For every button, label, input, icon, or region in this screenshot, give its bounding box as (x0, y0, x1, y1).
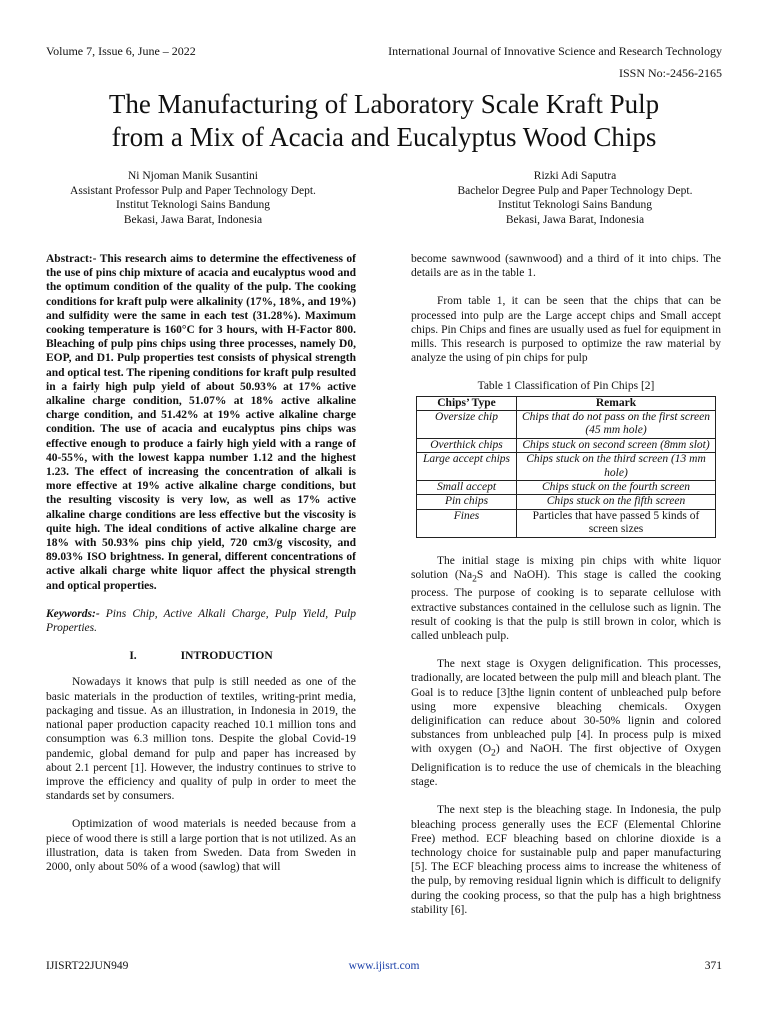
intro-paragraph-2: Optimization of wood materials is needed because from a piece of wood there is still a large portion that is not utilized. As an illustration, data is taken from Sweden. Data from Sweden in 2000, only about 50% of a wood (sawlog) that will (46, 818, 356, 873)
table-row (417, 495, 716, 509)
page-number: 371 (704, 960, 722, 972)
table-row (417, 438, 716, 452)
continuation-paragraph: become sawnwood (sawnwood) and a third of it into chips. The details are as in the table 1. (411, 253, 721, 280)
author-block-2 (415, 169, 735, 227)
pin-chip-table (416, 396, 716, 538)
table-header-cell: Chips’ Type (417, 396, 517, 410)
body-paragraph-oxygen (411, 657, 721, 789)
author-block-1 (33, 169, 353, 227)
table-cell-type: Oversize chip (417, 411, 517, 439)
table-cell-remark: Chips stuck on second screen (8mm slot) (517, 438, 716, 452)
table-header-cell: Remark (517, 396, 716, 410)
title-line-2: from a Mix of Acacia and Eucalyptus Wood Chips (111, 122, 657, 152)
section-heading (46, 649, 356, 663)
table-cell-remark: Chips stuck on the third screen (13 mm hole) (517, 453, 716, 481)
keywords-text: Pins Chip, Active Alkali Charge, Pulp Yield, Pulp Properties. (46, 607, 357, 635)
author-position: Bachelor Degree Pulp and Paper Technology Dept. (457, 184, 693, 197)
journal-name: International Journal of Innovative Science and Research Technology (388, 44, 722, 58)
body-paragraph-cooking (411, 554, 721, 644)
volume-info: Volume 7, Issue 6, June – 2022 (46, 44, 196, 58)
table-header-row (417, 396, 716, 410)
cooking-text-a: The initial stage is mixing pin chips with white liquor solution (Na (411, 554, 721, 581)
table-row (417, 411, 716, 439)
subscript: 2 (472, 573, 477, 585)
cooking-text-b: S and NaOH). This stage is called the cooking process. The purpose of cooking is to separate cellulose with extractive substances contained in the cellulose such as lignin. The result of cooking is that the pulp is still brown in color, which is called unbleach pulp. (411, 568, 721, 642)
keywords-label: Keywords:- (46, 607, 100, 620)
keywords (46, 607, 356, 635)
section-title: INTRODUCTION (180, 650, 273, 663)
author-name: Ni Njoman Manik Susantini (127, 170, 258, 182)
author-position: Assistant Professor Pulp and Paper Technology Dept. (70, 184, 316, 197)
title-line-1: The Manufacturing of Laboratory Scale Kraft Pulp (108, 89, 660, 119)
table-cell-type: Large accept chips (417, 453, 517, 481)
author-location: Bekasi, Jawa Barat, Indonesia (505, 213, 645, 226)
table-cell-type: Small accept (417, 481, 517, 495)
abstract: Abstract:- This research aims to determine the effectiveness of the use of pins chip mixture of acacia and eucalyptus wood and the optimum condition of the quality of the pulp. The cooking conditions for kraft pulp were alkalinity (17%, 18%, and 19%) and sulfidity were the same in each test (31.28%). Maximum cooking temperature is 160°C for 3 hours, with H-Factor 800. Bleaching of pulp pins chips using three processes, namely D0, EOP, and D1. Pulp properties test consists of physical strength and optical test. The ripening conditions for kraft pulp resulted in a fairly high pulp yield of about 50.93% at 17% active alkaline charge condition, 51.07% at 18% active alkaline charge condition, and 51.42% at 19% active alkaline charge condition. The use of acacia and eucalyptus pins chips was effective enough to produce a fairly high yield with a range of 40-55%, with the lowest kappa number 1.12 and the highest 1.23. The effect of increasing the concentration of alkali is more effective at 19% active alkaline charge conditions, but the resulting viscosity is very low, as well as 17% active alkaline charge conditions are less effective but the viscosity is quite high. The ideal conditions of active alkaline charge are 18% with 50.93% pins chip yield, 720 cm3/g viscosity, and 89.03% ISO brightness. In general, different concentrations of active alkali charge white liquor affect the physical strength and optical properties. (46, 253, 356, 592)
table-cell-remark: Chips stuck on the fourth screen (517, 481, 716, 495)
oxygen-text-b: ) and NaOH. The first objective of Oxygen Delignification is to reduce the use of chemicals in the bleaching stage. (411, 743, 721, 789)
author-institution: Institut Teknologi Sains Bandung (116, 199, 270, 211)
table-cell-remark: Chips that do not pass on the first screen (45 mm hole) (517, 411, 716, 439)
section-number: I. (129, 650, 137, 663)
table-row (417, 509, 716, 537)
author-institution: Institut Teknologi Sains Bandung (498, 199, 652, 211)
body-paragraph-table-ref: From table 1, it can be seen that the chips that can be processed into pulp are the Large accept chips and Small accept chips. Pin Chips and fines are usually used as fuel for equipment in mills. This research is purposed to optimize the raw material by analyze the using of pin chips for pulp (411, 295, 721, 365)
issn: ISSN No:-2456-2165 (618, 66, 722, 80)
right-column (411, 252, 721, 931)
author-location: Bekasi, Jawa Barat, Indonesia (123, 213, 263, 226)
intro-paragraph-1: Nowadays it knows that pulp is still needed as one of the basic materials in the production of textiles, writing-print media, packaging and tissue. As an illustration, in Indonesia in 2019, the national paper production capacity reached 10.1 million tons and consumption was 6.3 million tons. Despite the global Covid-19 pandemic, global demand for pulp and paper has increased by about 2.1 percent [1]. However, the industry continues to strive to improve the efficiency and quality of pulp in order to meet the standards set by consumers. (46, 676, 356, 803)
table-row (417, 453, 716, 481)
table-cell-type: Fines (417, 509, 517, 537)
oxygen-text-a: The next stage is Oxygen delignification. This processes, tradionally, are located between the pulp mill and bleach plant. The Goal is to reduce [3]the lignin content of unbleached pulp before using more expensive bleaching chemicals. Oxygen deliginification can reduce about 30-50% lignin and colored substances from unbleached pulp [4]. In process pulp is mixed with oxygen (O (411, 658, 721, 756)
author-name: Rizki Adi Saputra (533, 170, 617, 182)
table-caption: Table 1 Classification of Pin Chips [2] (477, 380, 655, 393)
footer-url-link[interactable]: www.ijisrt.com (348, 960, 420, 972)
left-column (46, 252, 356, 888)
subscript: 2 (491, 747, 496, 759)
table-cell-type: Pin chips (417, 495, 517, 509)
table-cell-remark: Chips stuck on the fifth screen (517, 495, 716, 509)
paper-title (30, 88, 738, 154)
body-paragraph-bleaching: The next step is the bleaching stage. In Indonesia, the pulp bleaching process generally uses the ECF (Elemental Chlorine Free) method. ECF bleaching based on chlorine dioxide is a technology choice for sustainable pulp and paper manufacturing [5]. The ECF bleaching process aims to increase the whiteness of the pulp, by removing residual lignin which is difficult to delignify during the cooking process, so that the pulp has a high brightness stability [6]. (411, 804, 721, 916)
footer-code: IJISRT22JUN949 (46, 960, 129, 972)
table-cell-type: Overthick chips (417, 438, 517, 452)
table-row (417, 481, 716, 495)
table-cell-remark: Particles that have passed 5 kinds of screen sizes (517, 509, 716, 537)
